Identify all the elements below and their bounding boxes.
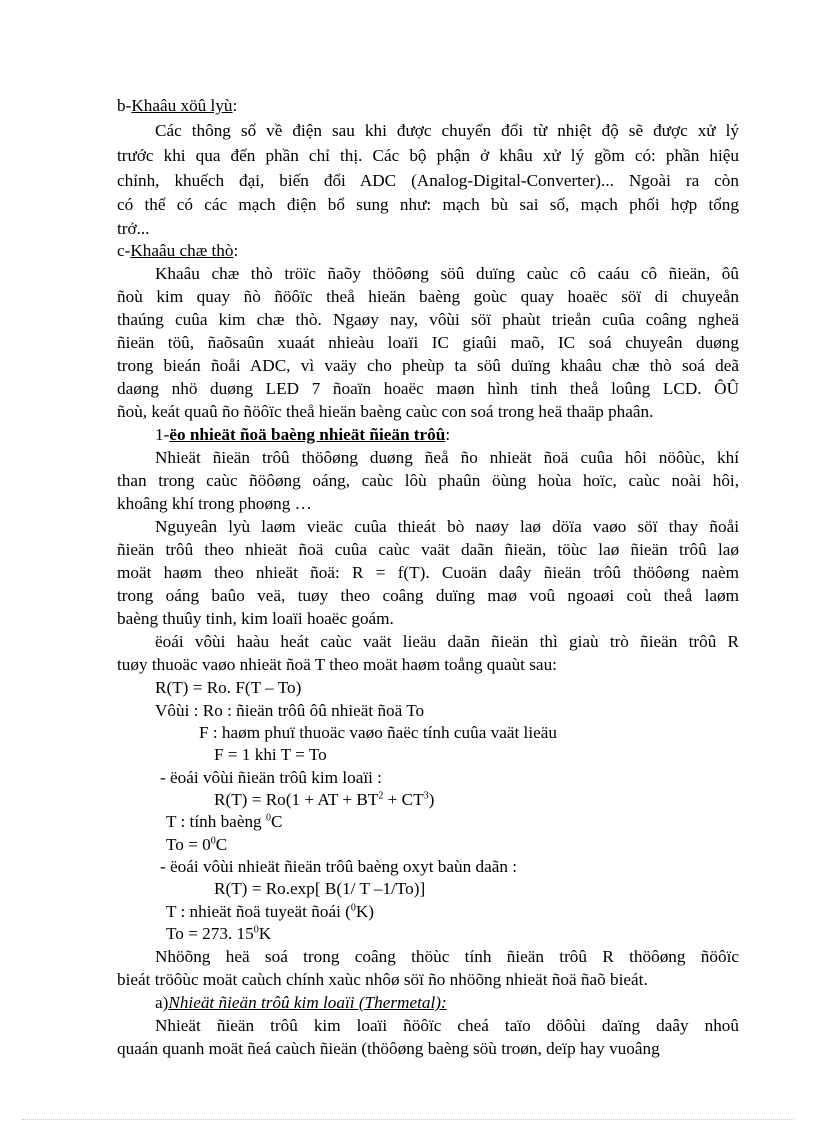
para-b-line: trước khi qua đến phần chỉ thị. Các bộ phận ở khâu xử lý gồm có: phần hiệu [117,146,739,165]
where-f: F : haøm phuï thuoäc vaøo ñaëc tính cuûa vaät lieäu [199,723,557,742]
subsection-a-heading [155,992,739,1014]
heading-b-title: Khaâu xöû lyù [131,96,233,115]
para-5-line: Nhieät ñieän trôû kim loaïi ñöôïc cheá taïo döôùi daïng daây nhoû [155,1016,739,1035]
metal-label: - ëoái vôùi ñieän trôû kim loaïi : [160,768,382,787]
para-c-line: daøng nhö duøng LED 7 ñoaïn hoaëc maøn hình tinh theå loûng LCD. ÔÛ [117,379,739,398]
para-b-line: trở... [117,219,150,238]
para-4-line: Nhöõng heä soá trong coâng thöùc tính ñieän trôû R thöôøng ñöôïc [155,947,739,966]
para-c-line: ñoù, keát quaû ño ñöôïc theå hieän baèng caùc con soá trong heä thaäp phaân. [117,402,654,421]
para-b-line: chỉnh, khuếch đại, biến đổi ADC (Analog-Digital-Converter)... Ngoài ra còn [117,171,739,190]
heading-c-title: Khaâu chæ thò [130,241,234,260]
where-ro: Vôùi : Ro : ñieän trôû ôû nhieät ñoä To [155,701,425,720]
para-c-line: ñieän töû, ñaõsaûn xuaát nhieàu loaïi IC giaûi maõ, IC soá chuyeân duøng [117,333,739,352]
para-2-line: moät haøm theo nhieät ñoä: R = f(T). Cuoän daây ñieän trôû thöôøng naèm [117,563,739,582]
formula-main: R(T) = Ro. F(T – To) [155,678,302,697]
para-2-line: ñieän trôû theo nhieät ñoä cuûa caùc vaät daãn ñieän, töùc laø ñieän trôû laø [117,540,739,559]
para-c-line: ñoù kim quay ñò ñöôïc theå hieän baèng goùc quay hoaëc söï di chuyeån [117,287,739,306]
para-2-line: Nguyeân lyù laøm vieäc cuûa thieát bò naøy laø döïa vaøo söï thay ñoåi [155,517,739,536]
t-celsius: T : tính baèng $^0$C [166,812,283,831]
heading-b [117,95,739,117]
subsection-a-prefix: a) [155,993,169,1012]
para-3-line: tuøy thuoäc vaøo nhieät ñoä T theo moät haøm toång quaùt sau: [117,655,557,674]
para-c-line: trong bieán ñoåi ADC, vì vaäy cho pheùp ta söû duïng khaâu chæ thò soá deã [117,356,739,375]
para-c-line: thaúng cuûa kim chæ thò. Ngaøy nay, vôùi söï phaùt trieån cuûa coâng ngheä [117,310,739,329]
heading-c [117,240,739,262]
where-f1: F = 1 khi T = To [214,745,327,764]
section-1-number: 1- [155,425,170,444]
para-1-line: Nhieät ñieän trôû thöôøng duøng ñeå ño nhieät ñoä cuûa hôi nöôùc, khí [155,448,739,467]
para-1-line: khoâng khí trong phoøng … [117,494,312,513]
para-b-line: có thể có các mạch điện bổ sung như: mạch bù sai số, mạch phối hợp tổng [117,195,739,214]
para-1-line: than trong caùc ñöôøng oáng, caùc lôù phaûn öùng hoùa hoïc, caùc noài hôi, [117,471,739,490]
page-bottom-rule [22,1119,794,1120]
para-4-line: bieát tröôùc moät caùch chính xaùc nhôø söï ño nhöõng nhieät ñoä ñaõ bieát. [117,970,648,989]
to-kelvin: To = 273. $15^0K$ [166,924,272,943]
t-kelvin: T : nhieät ñoä tuyeät ñoái ($^0$K) [166,902,375,921]
section-1-title: ëo nhieät ñoä baèng nhieät ñieän trôû [169,425,446,444]
heading-b-prefix: b- [117,96,132,115]
para-b-line: Các thông số về điện sau khi được chuyển đổi từ nhiệt độ sẽ được xử lý [155,121,739,140]
para-2-line: trong oáng baûo veä, tuøy theo coâng duïng maø voû ngoaøi coù theå laøm [117,586,739,605]
heading-b-suffix: : [232,96,238,115]
section-1-suffix: : [445,425,451,444]
para-5-line: quaán quanh moät ñeá caùch ñieän (thöôøng baèng söù troøn, deïp hay vuoâng [117,1039,660,1058]
oxide-label: - ëoái vôùi nhieät ñieän trôû baèng oxyt baùn daãn : [160,857,518,876]
subsection-a-title: Nhieät ñieän trôû kim loaïi (Thermetal): [168,993,447,1012]
para-c-line: Khaâu chæ thò tröïc ñaõy thöôøng söû duïng caùc cô caáu cô ñieän, ôû [155,264,739,283]
section-1-heading [155,424,739,446]
para-3-line: ëoái vôùi haàu heát caùc vaät lieäu daãn ñieän thì giaù trò ñieän trôû R [155,632,739,651]
oxide-formula: R(T) = Ro.exp[ B(1/ T –1/To)] [214,879,426,898]
metal-formula: R(T) = Ro(1 + AT + $BT^2 + CT^3$) [214,790,435,809]
heading-c-prefix: c- [117,241,131,260]
to-zero: $To = 0^0C$ [166,835,228,854]
para-2-line: baèng thuûy tinh, kim loaïi hoaëc goám. [117,609,394,628]
heading-c-suffix: : [233,241,239,260]
